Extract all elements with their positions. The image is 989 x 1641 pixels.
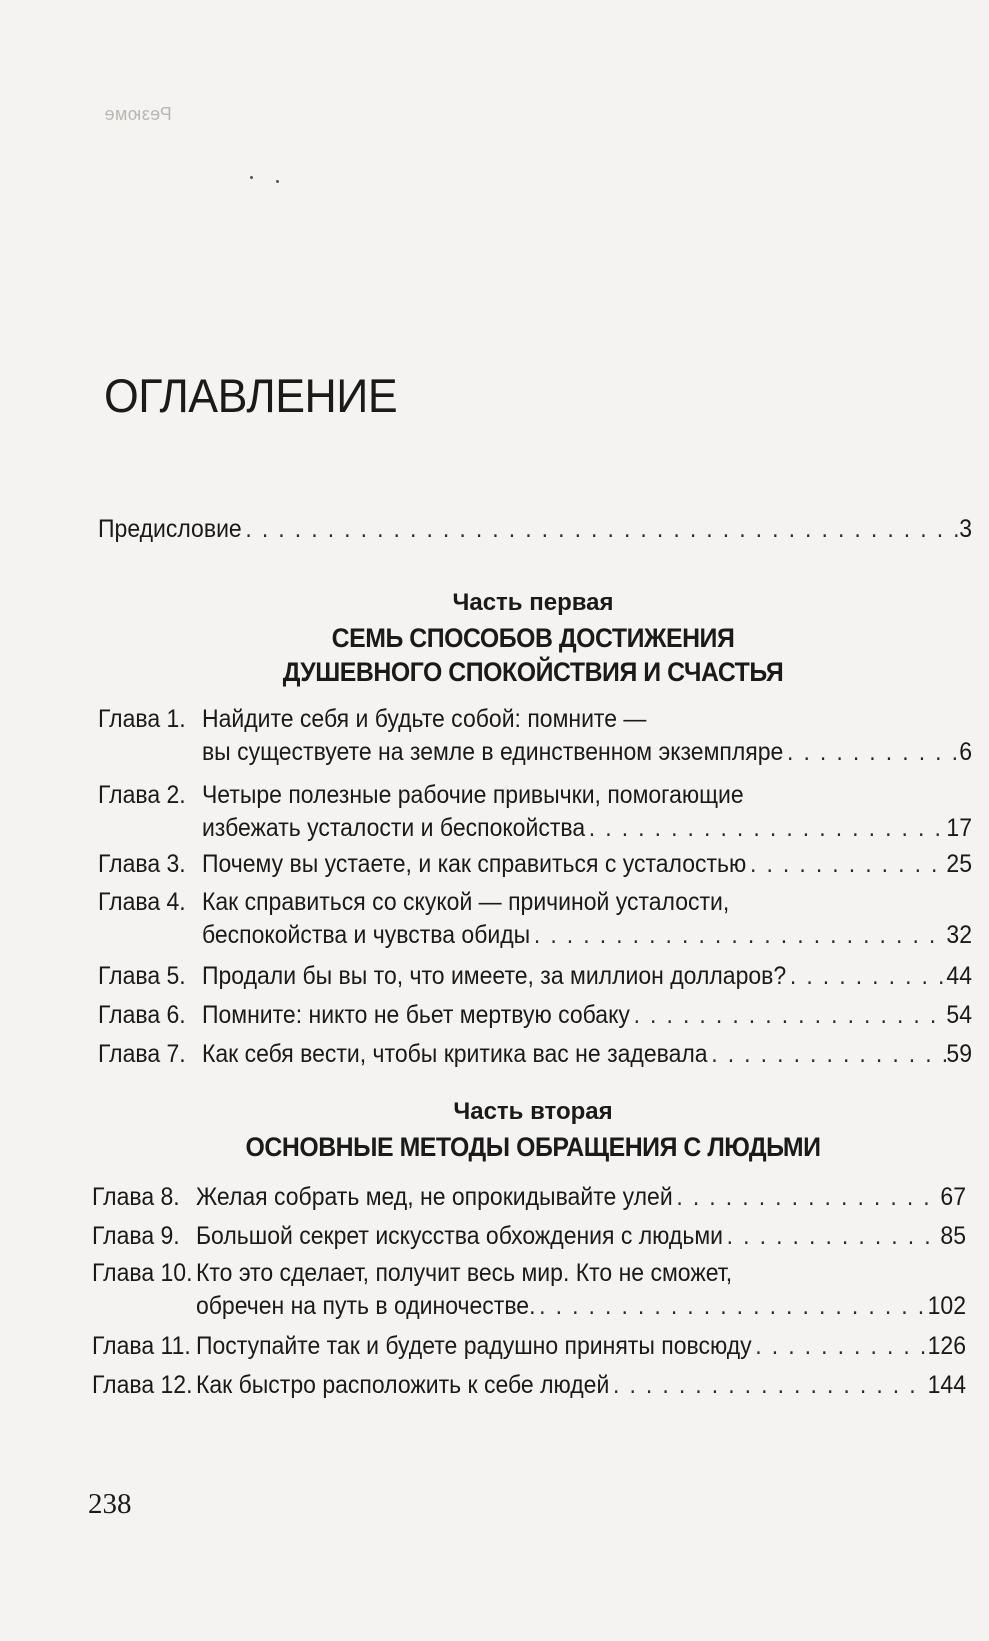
chapter-number: Глава 6. xyxy=(98,1001,186,1029)
chapter-number: Глава 1. xyxy=(98,705,186,733)
chapter-page: 126 xyxy=(927,1332,966,1360)
chapter-title: Продали бы вы то, что имеете, за миллион долларов? xyxy=(201,962,787,990)
chapter-title: Желая собрать мед, не опрокидывайте улей xyxy=(195,1183,673,1211)
leader-dots xyxy=(530,919,946,952)
chapter-number: Глава 7. xyxy=(98,1040,186,1068)
chapter-title: Как себя вести, чтобы критика вас не задевала xyxy=(201,1040,708,1068)
chapter-title-line2: беспокойства и чувства обиды xyxy=(201,921,531,949)
toc-entry-chapter-9 xyxy=(92,1220,966,1253)
chapter-title-line1: Найдите себя и будьте собой: помните — xyxy=(201,705,647,733)
toc-entry-chapter-12 xyxy=(92,1369,966,1402)
chapter-page: 67 xyxy=(940,1183,966,1211)
chapter-page: 144 xyxy=(927,1371,966,1399)
chapter-title: Большой секрет искусства обхождения с людьми xyxy=(195,1222,724,1250)
entry-label: Предисловие xyxy=(98,515,242,543)
chapter-title-line2: вы существуете на земле в единственном экземпляре xyxy=(201,738,784,766)
ink-speck xyxy=(250,176,253,179)
chapter-page: 6 xyxy=(959,738,972,766)
running-head: Резюме xyxy=(104,104,172,124)
chapter-number: Глава 9. xyxy=(92,1222,180,1250)
chapter-title-line1: Кто это сделает, получит весь мир. Кто не сможет, xyxy=(195,1259,733,1287)
chapter-page: 59 xyxy=(946,1040,972,1068)
leader-dots xyxy=(708,1038,947,1071)
chapter-number: Глава 11. xyxy=(92,1332,191,1360)
toc-entry-chapter-3 xyxy=(98,848,972,881)
toc-entry-chapter-5 xyxy=(98,960,972,993)
toc-entry-chapter-6 xyxy=(98,999,972,1032)
toc-entry-chapter-4 xyxy=(98,886,972,952)
toc-title: ОГЛАВЛЕНИЕ xyxy=(104,369,398,422)
leader-dots xyxy=(723,1220,940,1253)
part-1-label: Часть первая xyxy=(452,589,614,616)
toc-entry-preface xyxy=(98,513,972,545)
leader-dots xyxy=(673,1181,941,1214)
chapter-page: 25 xyxy=(946,850,972,878)
chapter-number: Глава 10. xyxy=(92,1259,193,1287)
leader-dots xyxy=(752,1330,928,1363)
chapter-number: Глава 3. xyxy=(98,850,186,878)
part-1-title-line2: ДУШЕВНОГО СПОКОЙСТВИЯ И СЧАСТЬЯ xyxy=(282,657,784,687)
chapter-number: Глава 8. xyxy=(92,1183,180,1211)
leader-dots xyxy=(783,736,959,769)
toc-entry-chapter-10 xyxy=(92,1257,966,1323)
chapter-number: Глава 12. xyxy=(92,1371,193,1399)
chapter-title: Как быстро расположить к себе людей xyxy=(195,1371,610,1399)
chapter-page: 17 xyxy=(946,814,972,842)
chapter-title-line2: избежать усталости и беспокойства xyxy=(201,814,586,842)
leader-dots xyxy=(535,1290,927,1323)
chapter-page: 54 xyxy=(946,1001,972,1029)
chapter-title: Поступайте так и будете радушно приняты повсюду xyxy=(195,1332,752,1360)
chapter-title: Почему вы устаете, и как справиться с усталостью xyxy=(201,850,747,878)
chapter-page: 44 xyxy=(946,962,972,990)
chapter-number: Глава 4. xyxy=(98,888,186,916)
leader-dots xyxy=(746,848,946,881)
chapter-title-line1: Как справиться со скукой — причиной усталости, xyxy=(201,888,730,916)
toc-entry-chapter-1 xyxy=(98,703,972,769)
chapter-page: 32 xyxy=(946,921,972,949)
chapter-page: 102 xyxy=(927,1292,966,1320)
chapter-page: 85 xyxy=(940,1222,966,1250)
toc-entry-chapter-8 xyxy=(92,1181,966,1214)
leader-dots xyxy=(585,812,946,845)
part-1-title-line1: СЕМЬ СПОСОБОВ ДОСТИЖЕНИЯ xyxy=(331,623,735,653)
chapter-title-line2: обречен на путь в одиночестве. xyxy=(195,1292,536,1320)
part-2-title: ОСНОВНЫЕ МЕТОДЫ ОБРАЩЕНИЯ С ЛЮДЬМИ xyxy=(245,1132,821,1162)
chapter-number: Глава 5. xyxy=(98,962,186,990)
leader-dots xyxy=(630,999,947,1032)
leader-dots xyxy=(786,960,946,993)
ink-speck xyxy=(276,180,279,183)
page-number: 238 xyxy=(88,1488,132,1520)
leader-dots xyxy=(242,513,959,545)
chapter-title: Помните: никто не бьет мертвую собаку xyxy=(201,1001,630,1029)
leader-dots xyxy=(609,1369,927,1402)
toc-entry-chapter-7 xyxy=(98,1038,972,1071)
toc-entry-chapter-2 xyxy=(98,779,972,845)
chapter-title-line1: Четыре полезные рабочие привычки, помогающие xyxy=(201,781,744,809)
chapter-number: Глава 2. xyxy=(98,781,186,809)
toc-entry-chapter-11 xyxy=(92,1330,966,1363)
entry-page: 3 xyxy=(959,515,972,543)
part-2-label: Часть вторая xyxy=(453,1098,613,1125)
